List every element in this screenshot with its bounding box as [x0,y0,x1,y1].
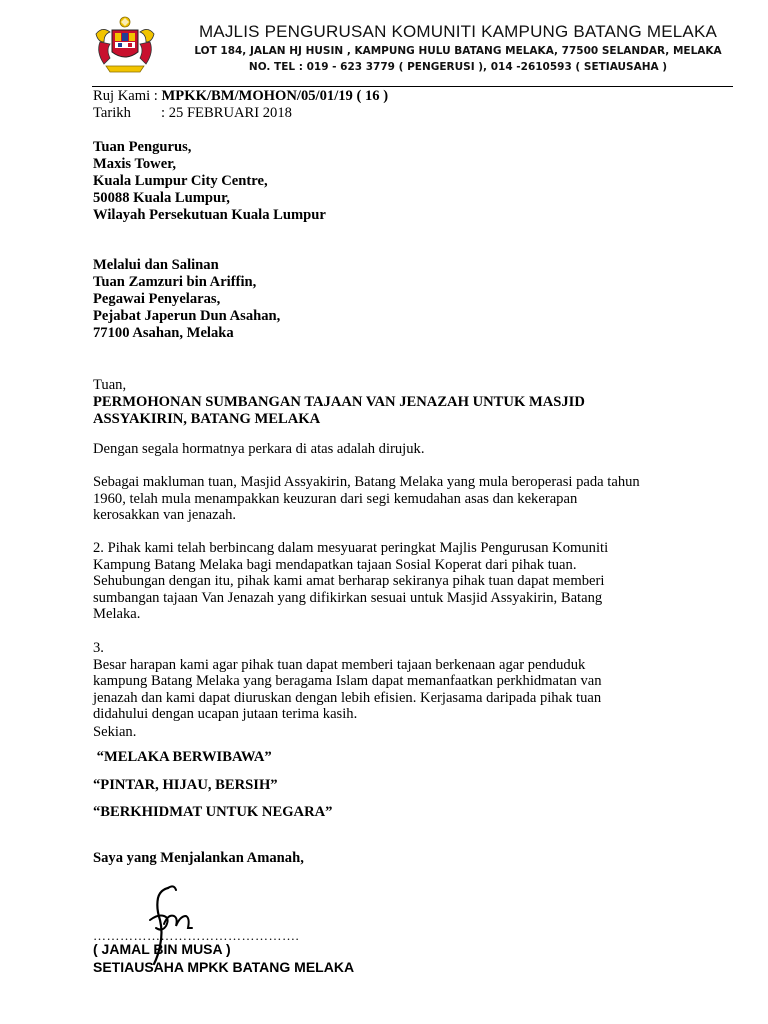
subject-line: ASSYAKIRIN, BATANG MELAKA [93,411,321,427]
cc-line: Pejabat Japerun Dun Asahan, [93,308,281,324]
paragraph-line: 1960, telah mula menampakkan keuzuran dari segi kemudahan asas dan kekerapan [93,490,578,507]
salutation: Tuan, [93,377,127,393]
cc-line: Pegawai Penyelaras, [93,291,221,307]
letterhead-telephone: NO. TEL : 019 - 623 3779 ( PENGERUSI ), 014 -2610593 ( SETIAUSAHA ) [248,61,668,73]
paragraph-line: sumbangan tajaan Van Jenazah yang difikirkan sesuai untuk Masjid Assyakirin, Batang [93,589,603,606]
body-paragraph-4 [93,640,653,723]
slogan: “PINTAR, HIJAU, BERSIH” [93,777,278,793]
paragraph-line: Sehubungan dengan itu, pihak kami amat berharap sekiranya pihak tuan dapat memberi [93,573,605,589]
cc-line: Melalui dan Salinan [93,257,219,273]
body-paragraph-3 [93,540,653,623]
reference-number: MPKK/BM/MOHON/05/01/19 ( 16 ) [161,88,389,104]
recipient-line: Tuan Pengurus, [93,139,192,155]
signature-dotted-line: ………………………………………. [93,928,300,943]
letterhead-organization: MAJLIS PENGURUSAN KOMUNITI KAMPUNG BATANG MELAKA [198,22,718,41]
paragraph-line: Melaka. [93,606,141,622]
paragraph-line [93,640,653,673]
reference-line [93,88,388,105]
paragraph-line: jenazah dan kami dapat diuruskan dengan lebih efisien. Kerjasama daripada pihak tuan [93,689,602,706]
closing: Sekian. [93,724,137,740]
body-paragraph-2 [93,474,653,524]
paragraph-line: Kampung Batang Melaka bagi mendapatkan tajaan Sosial Koperat dari pihak tuan. [93,556,577,573]
recipient-line: Wilayah Persekutuan Kuala Lumpur [93,207,326,223]
recipient-line: 50088 Kuala Lumpur, [93,190,230,206]
subject-line: PERMOHONAN SUMBANGAN TAJAAN VAN JENAZAH UNTUK MASJID [93,394,585,410]
body-paragraph-1: Dengan segala hormatnya perkara di atas adalah dirujuk. [93,441,425,457]
paragraph-line: didahului dengan ucapan jutaan terima kasih. [93,706,358,722]
paragraph-text: Besar harapan kami agar pihak tuan dapat memberi tajaan berkenaan agar penduduk [93,656,586,673]
signatory-title: SETIAUSAHA MPKK BATANG MELAKA [93,959,355,975]
paragraph-number: 3. [93,640,104,656]
date-label: Tarikh [93,105,131,121]
slogan: “MELAKA BERWIBAWA” [93,749,272,765]
date-value: : 25 FEBRUARI 2018 [161,105,292,121]
recipient-line: Maxis Tower, [93,156,176,172]
date-line [93,105,292,122]
signatory-name: ( JAMAL BIN MUSA ) [93,941,231,957]
cc-line: 77100 Asahan, Melaka [93,325,234,341]
letterhead-divider [92,86,733,87]
paragraph-line: 2. Pihak kami telah berbincang dalam mesyuarat peringkat Majlis Pengurusan Komuniti [93,540,609,556]
reference-label: Ruj Kami : [93,88,158,104]
coat-of-arms-icon [92,14,158,78]
letterhead-address: LOT 184, JALAN HJ HUSIN , KAMPUNG HULU BATANG MELAKA, 77500 SELANDAR, MELAKA [194,45,722,57]
paragraph-line: kerosakkan van jenazah. [93,507,237,523]
slogan: “BERKHIDMAT UNTUK NEGARA” [93,804,333,820]
paragraph-line: kampung Batang Melaka yang beragama Islam dapat memanfaatkan perkhidmatan van [93,673,602,689]
paragraph-line: Sebagai makluman tuan, Masjid Assyakirin, Batang Melaka yang mula beroperasi pada tahun [93,474,640,490]
cc-line: Tuan Zamzuri bin Ariffin, [93,274,257,290]
recipient-line: Kuala Lumpur City Centre, [93,173,268,189]
sign-off: Saya yang Menjalankan Amanah, [93,850,304,866]
